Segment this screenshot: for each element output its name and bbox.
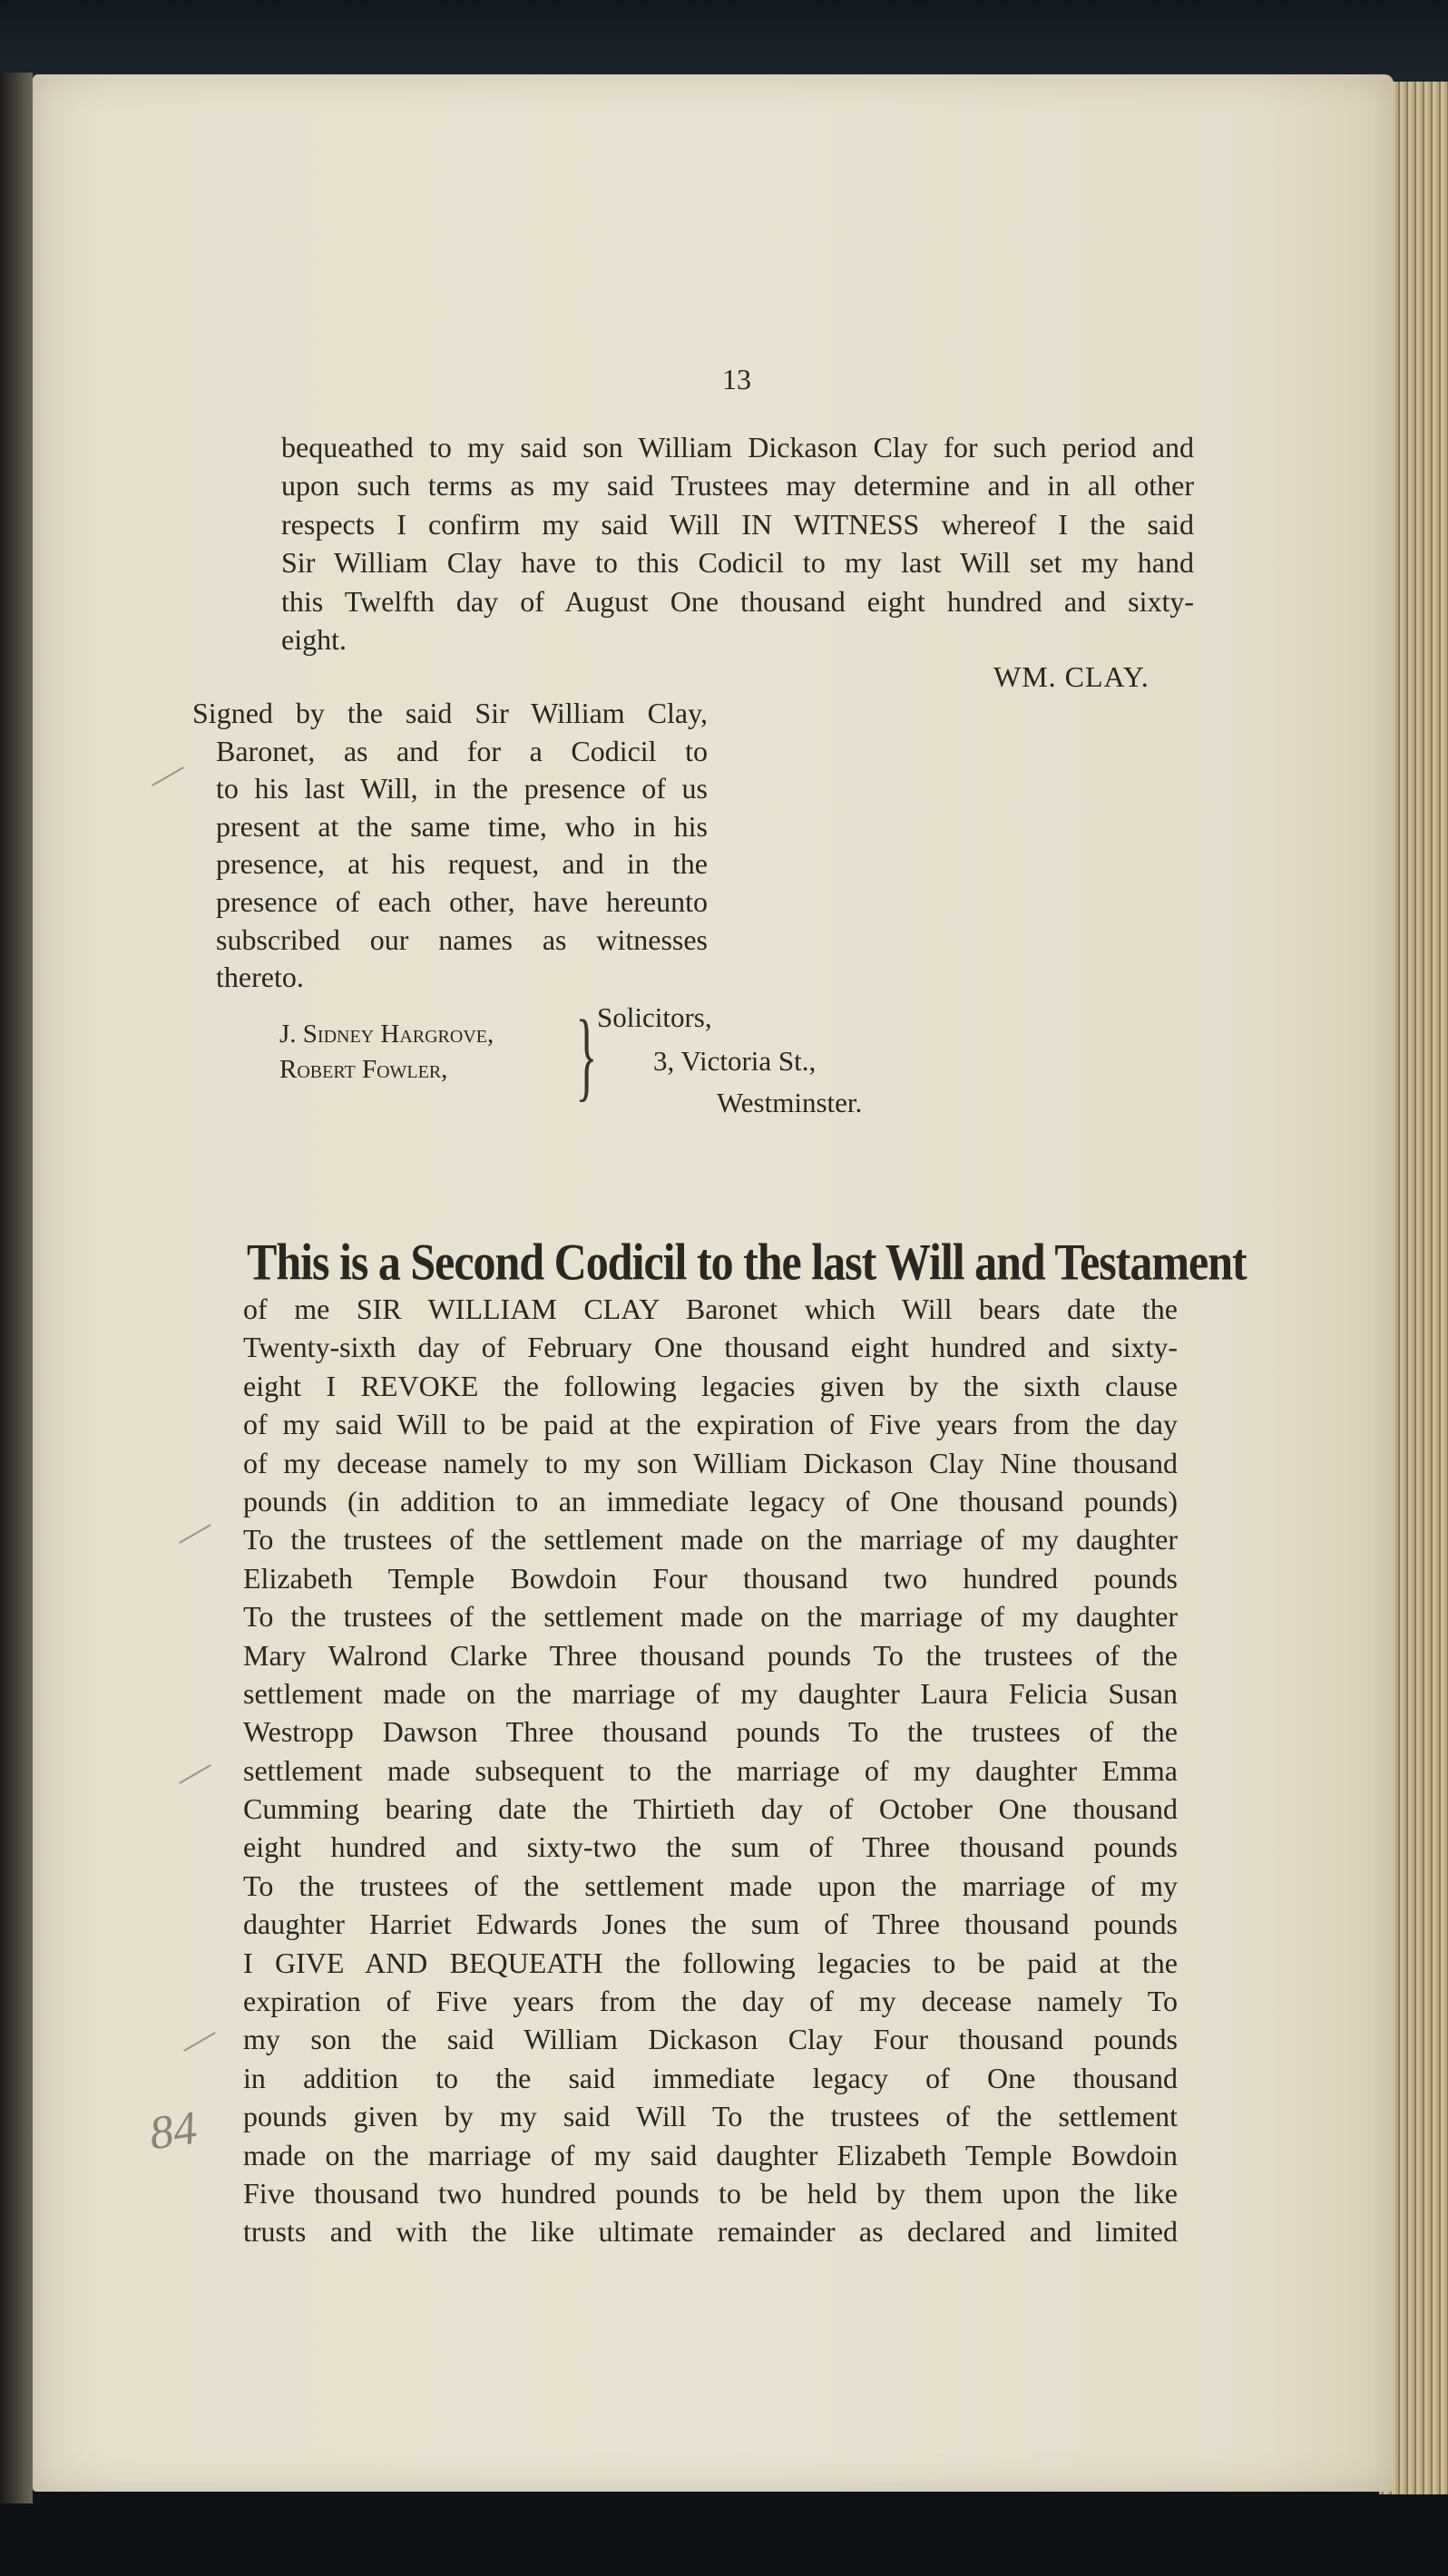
text-line: respects I confirm my said Will IN WITNESS whereof I the said xyxy=(281,507,1194,541)
witness-2: Robert Fowler, xyxy=(279,1055,448,1084)
text-line: settlement made subsequent to the marriage of my daughter Emma xyxy=(243,1753,1178,1787)
brace: } xyxy=(575,1000,598,1110)
text-line: settlement made on the marriage of my daughter Laura Felicia Susan xyxy=(243,1676,1178,1710)
solicitors-city: Westminster. xyxy=(717,1087,863,1118)
witness-1: J. Sidney Hargrove, xyxy=(279,1020,494,1049)
margin-note: 84 xyxy=(146,2102,201,2161)
text-line: trusts and with the like ultimate remainder as declared and limited xyxy=(243,2215,1178,2249)
text-line: bequeathed to my said son William Dickason Clay for such period and xyxy=(281,431,1194,463)
text-line: in addition to the said immediate legacy of One thousand xyxy=(243,2061,1178,2094)
text-line: pounds given by my said Will To the trustees of the settlement xyxy=(243,2100,1178,2133)
text-line: upon such terms as my said Trustees may determine and in all other xyxy=(281,469,1194,503)
text-line: Cumming bearing date the Thirtieth day of October One thousand xyxy=(243,1792,1178,1826)
text-line: I GIVE AND BEQUEATH the following legacies to be paid at the xyxy=(243,1946,1178,1979)
scan-background-top xyxy=(0,0,1448,82)
text-line: Westropp Dawson Three thousand pounds To the trustees of the xyxy=(243,1715,1178,1749)
text-line: eight hundred and sixty-two the sum of Three thousand pounds xyxy=(243,1830,1178,1864)
text-line: of my said Will to be paid at the expiration of Five years from the day xyxy=(243,1408,1178,1441)
paragraph-2 xyxy=(243,1290,1178,2251)
solicitors-address: 3, Victoria St., xyxy=(653,1045,817,1077)
text-line: pounds (in addition to an immediate legacy of One thousand pounds) xyxy=(243,1484,1178,1517)
text-line: thereto. xyxy=(216,961,304,994)
text-line: Elizabeth Temple Bowdoin Four thousand two hundred pounds xyxy=(243,1561,1178,1595)
text-line: Mary Walrond Clarke Three thousand pounds To the trustees of the xyxy=(243,1638,1178,1672)
text-line: my son the said William Dickason Clay Four thousand pounds xyxy=(243,2023,1178,2056)
signature: WM. CLAY. xyxy=(993,660,1150,693)
text-line: Twenty-sixth day of February One thousand eight hundred and sixty- xyxy=(243,1331,1178,1364)
text-line: eight I REVOKE the following legacies given by the sixth clause xyxy=(243,1369,1178,1402)
solicitors-label: Solicitors, xyxy=(597,1001,712,1033)
text-line: of my decease namely to my son William Dickason Clay Nine thousand xyxy=(243,1446,1178,1479)
text-line: daughter Harriet Edwards Jones the sum of Three thousand pounds xyxy=(243,1908,1178,1941)
text-line: Sir William Clay have to this Codicil to my last Will set my hand xyxy=(281,546,1194,580)
text-line: Baronet, as and for a Codicil to xyxy=(216,734,708,767)
page-number: 13 xyxy=(722,363,751,395)
text-line: made on the marriage of my said daughter Elizabeth Temple Bowdoin xyxy=(243,2138,1178,2171)
text-line: present at the same time, who in his xyxy=(216,809,708,843)
book-left-edge xyxy=(0,73,33,2503)
text-line: To the trustees of the settlement made upon the marriage of my xyxy=(243,1869,1178,1902)
text-line: expiration of Five years from the day of my decease namely To xyxy=(243,1985,1178,2018)
codicil-heading: This is a Second Codicil to the last Will and Testament xyxy=(247,1232,1247,1292)
paragraph-1 xyxy=(281,428,1194,659)
text-line: eight. xyxy=(281,622,347,656)
text-line: of me SIR WILLIAM CLAY Baronet which Will bears date the xyxy=(243,1293,1178,1325)
text-line: this Twelfth day of August One thousand eight hundred and sixty- xyxy=(281,584,1194,618)
text-line: to his last Will, in the presence of us xyxy=(216,772,708,805)
text-line: Signed by the said Sir William Clay, xyxy=(192,697,708,729)
attestation-clause xyxy=(192,695,708,997)
text-line: To the trustees of the settlement made on the marriage of my daughter xyxy=(243,1600,1178,1634)
text-line: presence, at his request, and in the xyxy=(216,847,708,881)
text-line: To the trustees of the settlement made on the marriage of my daughter xyxy=(243,1523,1178,1556)
text-line: subscribed our names as witnesses xyxy=(216,922,708,956)
text-line: Five thousand two hundred pounds to be held by them upon the like xyxy=(243,2176,1178,2210)
text-line: presence of each other, have hereunto xyxy=(216,884,708,918)
